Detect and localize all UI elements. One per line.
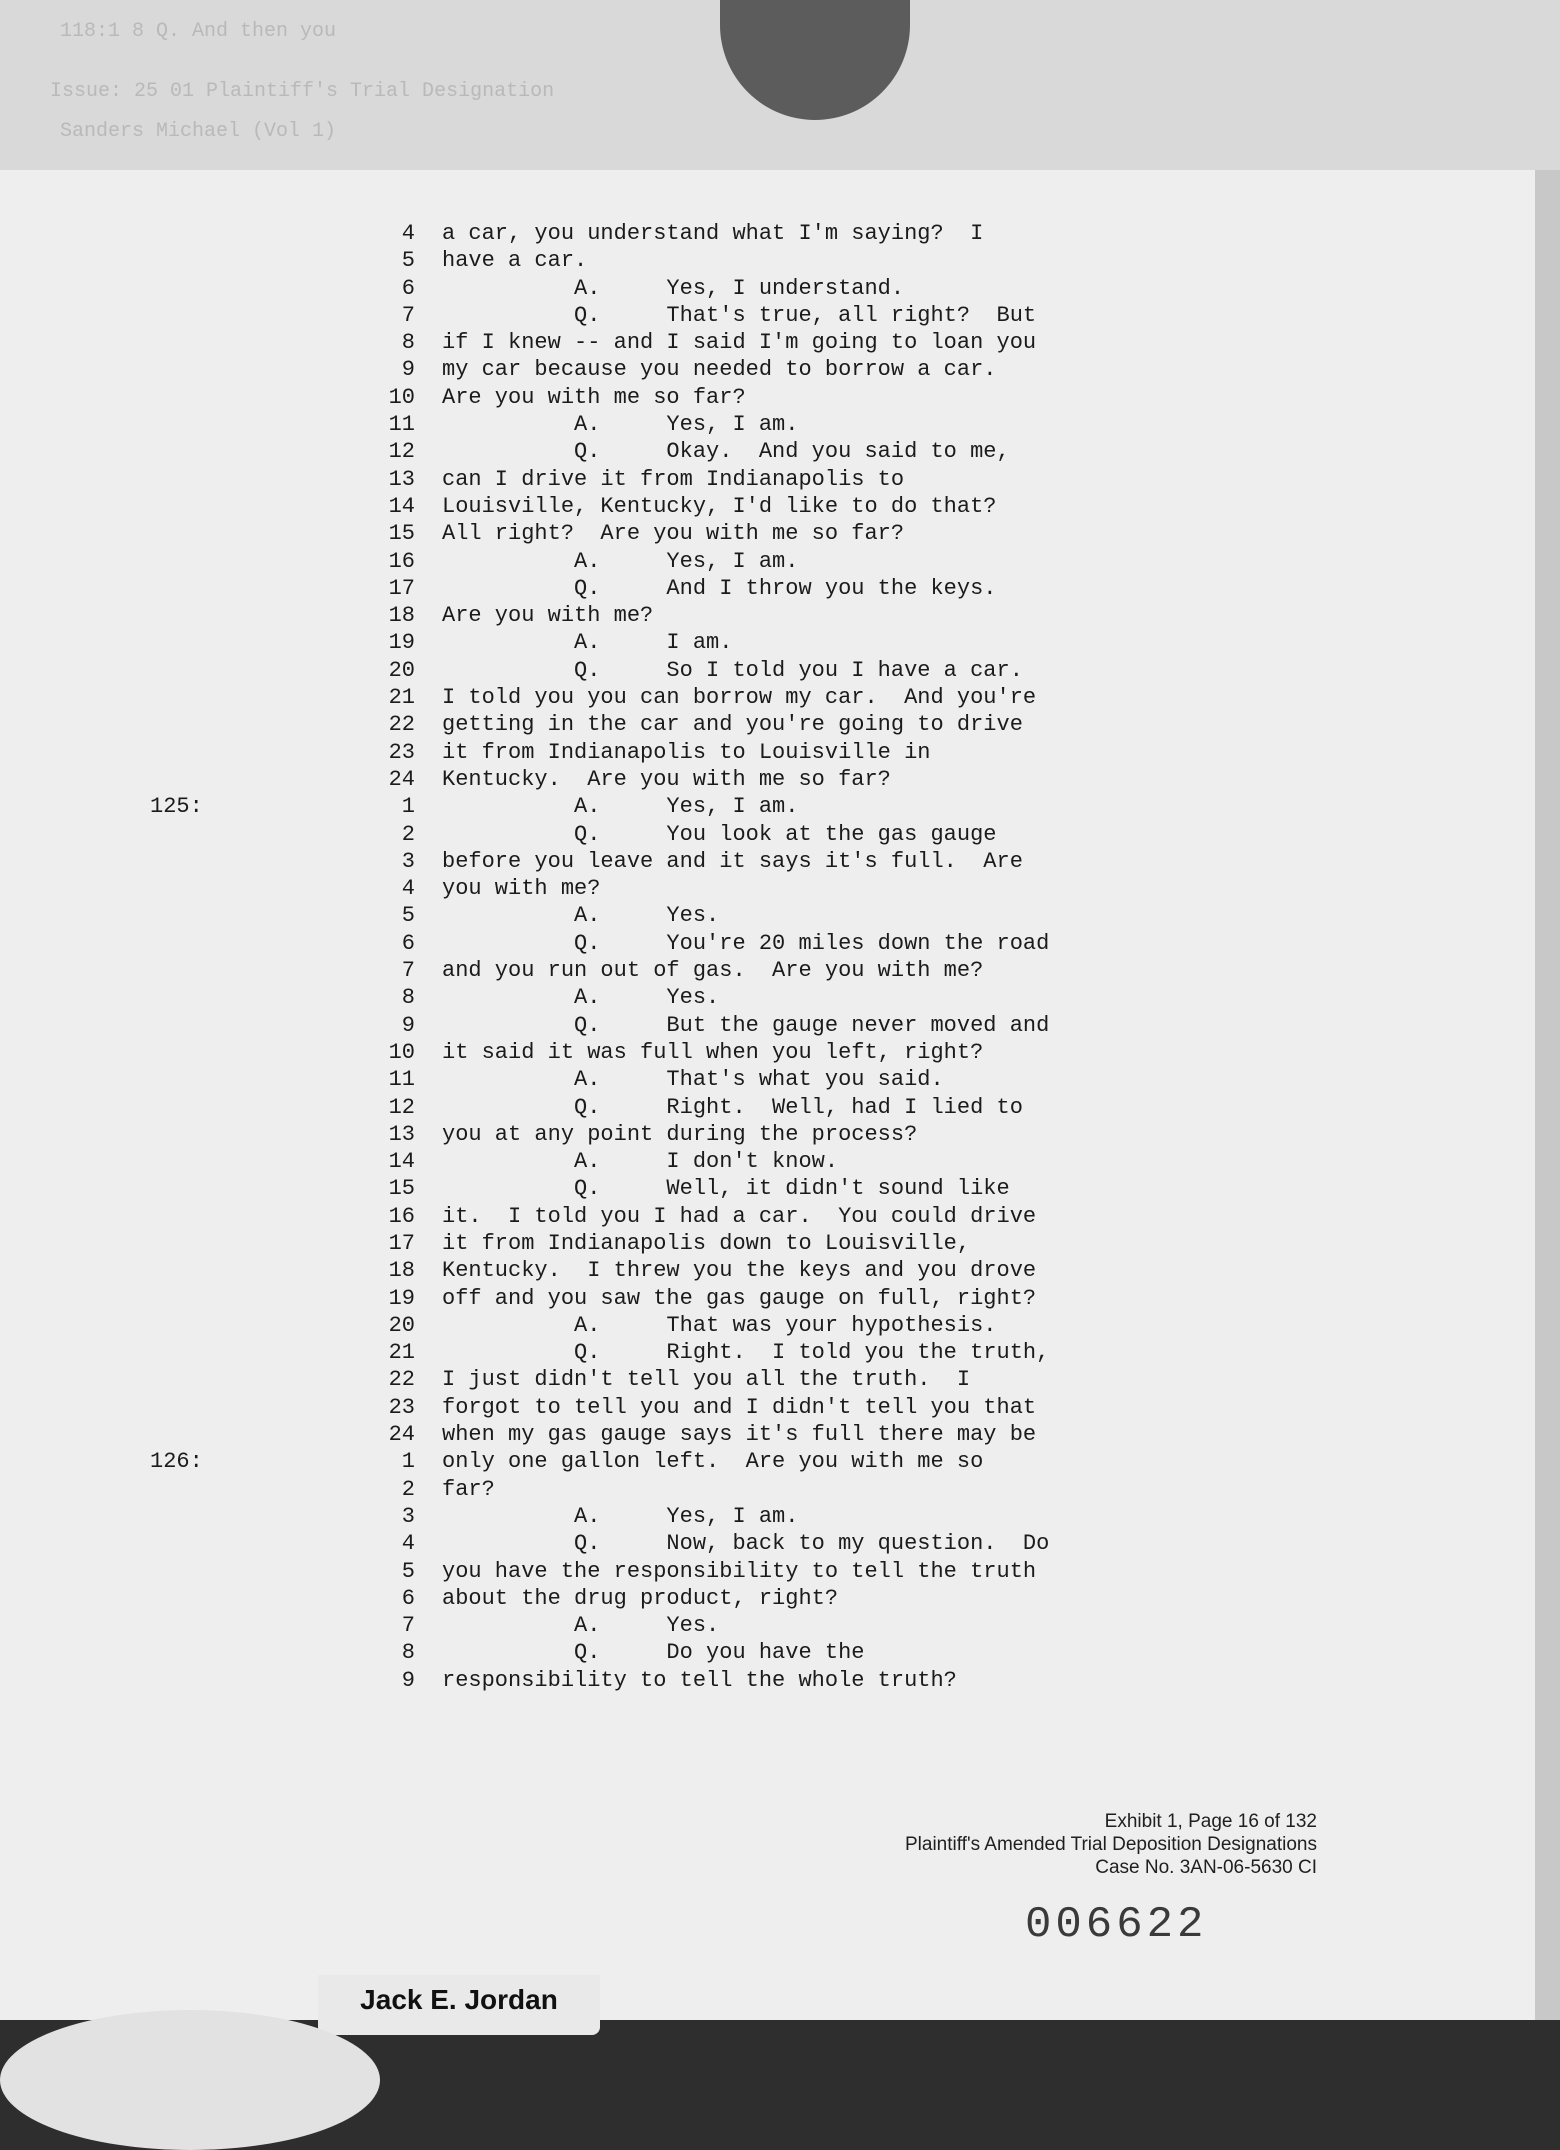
line-number: 10 [388, 1039, 415, 1065]
line-number: 1 [401, 1449, 415, 1475]
line-text: Are you with me? [442, 603, 654, 629]
line-number: 4 [401, 1531, 415, 1557]
line-text: responsibility to tell the whole truth? [442, 1667, 957, 1693]
line-number: 14 [388, 493, 415, 519]
line-text: A. That's what you said. [442, 1067, 944, 1093]
line-text: getting in the car and you're going to drive [442, 712, 1023, 738]
transcript-line [150, 302, 1037, 329]
line-text: Q. Do you have the [442, 1640, 865, 1666]
line-text: when my gas gauge says it's full there may be [442, 1422, 1037, 1448]
line-text: Louisville, Kentucky, I'd like to do that? [442, 493, 997, 519]
transcript-line [150, 1476, 970, 1503]
case-number: Case No. 3AN-06-5630 CI [1095, 1857, 1317, 1878]
line-number: 12 [388, 439, 415, 465]
transcript-line [150, 793, 970, 820]
transcript-line [150, 1421, 1037, 1448]
line-number: 9 [401, 357, 415, 383]
transcript-line [150, 548, 970, 575]
transcript-line [150, 629, 970, 656]
line-text: A. Yes. [442, 903, 720, 929]
line-text: Q. So I told you I have a car. [442, 657, 1023, 683]
line-number: 21 [388, 685, 415, 711]
line-text: it said it was full when you left, right? [442, 1039, 984, 1065]
transcript-line [150, 411, 970, 438]
transcript-line [150, 1012, 1050, 1039]
underlying-page-text: Sanders Michael (Vol 1) [60, 120, 337, 143]
transcript-line [150, 1585, 970, 1612]
transcript-line [150, 821, 997, 848]
line-number: 8 [401, 985, 415, 1011]
transcript-line [150, 602, 970, 629]
line-number: 15 [388, 521, 415, 547]
line-number: 11 [388, 1067, 415, 1093]
transcript-line [150, 1121, 970, 1148]
transcript-line [150, 520, 970, 547]
line-number: 18 [388, 603, 415, 629]
line-number: 24 [388, 1422, 415, 1448]
transcript-line [150, 384, 970, 411]
line-text: Q. Well, it didn't sound like [442, 1176, 1010, 1202]
line-number: 7 [401, 958, 415, 984]
line-number: 6 [401, 275, 415, 301]
line-text: my car because you needed to borrow a car. [442, 357, 997, 383]
line-number: 3 [401, 1503, 415, 1529]
transcript-line [150, 438, 1010, 465]
line-number: 6 [401, 1585, 415, 1611]
line-text: Q. Now, back to my question. Do [442, 1531, 1050, 1557]
line-number: 16 [388, 548, 415, 574]
line-number: 2 [401, 821, 415, 847]
transcript-line [150, 1175, 1010, 1202]
transcript-line [150, 1039, 984, 1066]
transcript-line [150, 1339, 1050, 1366]
line-text: A. Yes. [442, 985, 720, 1011]
line-text: you with me? [442, 876, 601, 902]
line-text: Are you with me so far? [442, 384, 746, 410]
line-text: Q. Okay. And you said to me, [442, 439, 1010, 465]
bates-number: 006622 [1025, 1900, 1208, 1950]
line-text: Q. You're 20 miles down the road [442, 930, 1050, 956]
line-number: 6 [401, 930, 415, 956]
line-number: 5 [401, 903, 415, 929]
line-number: 3 [401, 848, 415, 874]
line-number: 8 [401, 1640, 415, 1666]
transcript-line [150, 1230, 970, 1257]
line-number: 20 [388, 657, 415, 683]
line-text: forgot to tell you and I didn't tell you that [442, 1394, 1037, 1420]
line-number: 13 [388, 1121, 415, 1147]
line-number: 18 [388, 1258, 415, 1284]
line-text: about the drug product, right? [442, 1585, 839, 1611]
underlying-page-text: Issue: 25 01 Plaintiff's Trial Designation [50, 80, 555, 103]
line-text: far? [442, 1476, 495, 1502]
line-text: Q. Right. Well, had I lied to [442, 1094, 1023, 1120]
line-text: A. Yes. [442, 1613, 720, 1639]
line-text: Q. That's true, all right? But [442, 302, 1037, 328]
transcript-line [150, 657, 1023, 684]
file-tab-label: Jack E. Jordan [360, 1984, 558, 2015]
line-number: 21 [388, 1340, 415, 1366]
line-text: Q. And I throw you the keys. [442, 575, 997, 601]
line-number: 4 [401, 221, 415, 246]
line-text: have a car. [442, 248, 588, 274]
line-number: 9 [401, 1667, 415, 1693]
deposition-transcript [150, 220, 1050, 1694]
transcript-line [150, 1148, 970, 1175]
line-number: 14 [388, 1149, 415, 1175]
line-number: 7 [401, 302, 415, 328]
transcript-line [150, 1312, 997, 1339]
line-text: I just didn't tell you all the truth. I [442, 1367, 971, 1393]
transcript-line [150, 902, 970, 929]
designation-title: Plaintiff's Amended Trial Deposition Designations [904, 1834, 1317, 1855]
line-text: Kentucky. Are you with me so far? [442, 766, 891, 792]
line-number: 15 [388, 1176, 415, 1202]
transcript-line [150, 1612, 970, 1639]
line-number: 23 [388, 1394, 415, 1420]
transcript-line [150, 1285, 1037, 1312]
transcript-line [150, 220, 984, 247]
line-text: A. I am. [442, 630, 733, 656]
transcript-line [150, 1066, 970, 1093]
line-number: 2 [401, 1476, 415, 1502]
line-number: 24 [388, 766, 415, 792]
transcript-line [150, 711, 1023, 738]
transcript-line [150, 1394, 1037, 1421]
line-number: 16 [388, 1203, 415, 1229]
transcript-line [150, 1448, 984, 1475]
transcript-line [150, 1203, 1037, 1230]
page-number: 125: [150, 794, 203, 820]
transcript-line [150, 1366, 970, 1393]
line-text: A. Yes, I am. [442, 412, 799, 438]
transcript-line [150, 848, 1023, 875]
line-text: a car, you understand what I'm saying? I [442, 221, 984, 246]
transcript-line [150, 1667, 970, 1694]
line-text: A. That was your hypothesis. [442, 1312, 997, 1338]
transcript-line [150, 1257, 1037, 1284]
file-tab [318, 1975, 600, 2035]
exhibit-page-label: Exhibit 1, Page 16 of 132 [1104, 1811, 1317, 1832]
line-text: Kentucky. I threw you the keys and you drove [442, 1258, 1037, 1284]
line-number: 8 [401, 330, 415, 356]
line-number: 12 [388, 1094, 415, 1120]
line-number: 5 [401, 248, 415, 274]
transcript-line [150, 739, 970, 766]
line-number: 17 [388, 575, 415, 601]
line-text: it. I told you I had a car. You could drive [442, 1203, 1037, 1229]
line-text: Q. Right. I told you the truth, [442, 1340, 1050, 1366]
line-text: A. I don't know. [442, 1149, 839, 1175]
transcript-line [150, 1639, 970, 1666]
line-number: 22 [388, 1367, 415, 1393]
transcript-line [150, 1503, 970, 1530]
transcript-line [150, 1094, 1023, 1121]
exhibit-footer [905, 1810, 1317, 1879]
line-text: it from Indianapolis down to Louisville, [442, 1230, 971, 1256]
line-text: you have the responsibility to tell the truth [442, 1558, 1037, 1584]
line-number: 19 [388, 630, 415, 656]
line-number: 19 [388, 1285, 415, 1311]
line-text: off and you saw the gas gauge on full, right? [442, 1285, 1037, 1311]
line-number: 7 [401, 1613, 415, 1639]
line-text: A. Yes, I am. [442, 548, 799, 574]
underlying-page-text: 118:1 8 Q. And then you [60, 20, 337, 43]
transcript-line [150, 1558, 1037, 1585]
line-text: A. Yes, I am. [442, 1503, 799, 1529]
line-text: I told you you can borrow my car. And you're [442, 685, 1037, 711]
line-text: if I knew -- and I said I'm going to loan you [442, 330, 1037, 356]
transcript-line [150, 493, 997, 520]
page-edge [1535, 170, 1560, 2020]
line-text: and you run out of gas. Are you with me? [442, 958, 984, 984]
transcript-line [150, 957, 984, 984]
page-number: 126: [150, 1449, 203, 1475]
transcript-line [150, 275, 970, 302]
line-number: 11 [388, 412, 415, 438]
line-number: 22 [388, 712, 415, 738]
transcript-line [150, 684, 1037, 711]
line-text: All right? Are you with me so far? [442, 521, 905, 547]
transcript-line [150, 875, 970, 902]
line-number: 10 [388, 384, 415, 410]
line-number: 13 [388, 466, 415, 492]
line-text: A. Yes, I am. [442, 794, 799, 820]
transcript-line [150, 930, 1050, 957]
line-text: you at any point during the process? [442, 1121, 918, 1147]
transcript-line [150, 766, 970, 793]
line-number: 17 [388, 1230, 415, 1256]
line-number: 9 [401, 1012, 415, 1038]
line-text: Q. You look at the gas gauge [442, 821, 997, 847]
transcript-line [150, 247, 970, 274]
transcript-line [150, 575, 997, 602]
transcript-line [150, 466, 970, 493]
transcript-line [150, 356, 997, 383]
transcript-line [150, 1530, 1050, 1557]
line-text: Q. But the gauge never moved and [442, 1012, 1050, 1038]
line-text: it from Indianapolis to Louisville in [442, 739, 931, 765]
line-number: 20 [388, 1312, 415, 1338]
transcript-line [150, 329, 1037, 356]
line-text: A. Yes, I understand. [442, 275, 905, 301]
line-number: 4 [401, 876, 415, 902]
line-number: 23 [388, 739, 415, 765]
line-number: 5 [401, 1558, 415, 1584]
line-number: 1 [401, 794, 415, 820]
line-text: before you leave and it says it's full. Are [442, 848, 1023, 874]
line-text: can I drive it from Indianapolis to [442, 466, 905, 492]
transcript-line [150, 984, 970, 1011]
desk-object [0, 2010, 380, 2150]
line-text: only one gallon left. Are you with me so [442, 1449, 984, 1475]
